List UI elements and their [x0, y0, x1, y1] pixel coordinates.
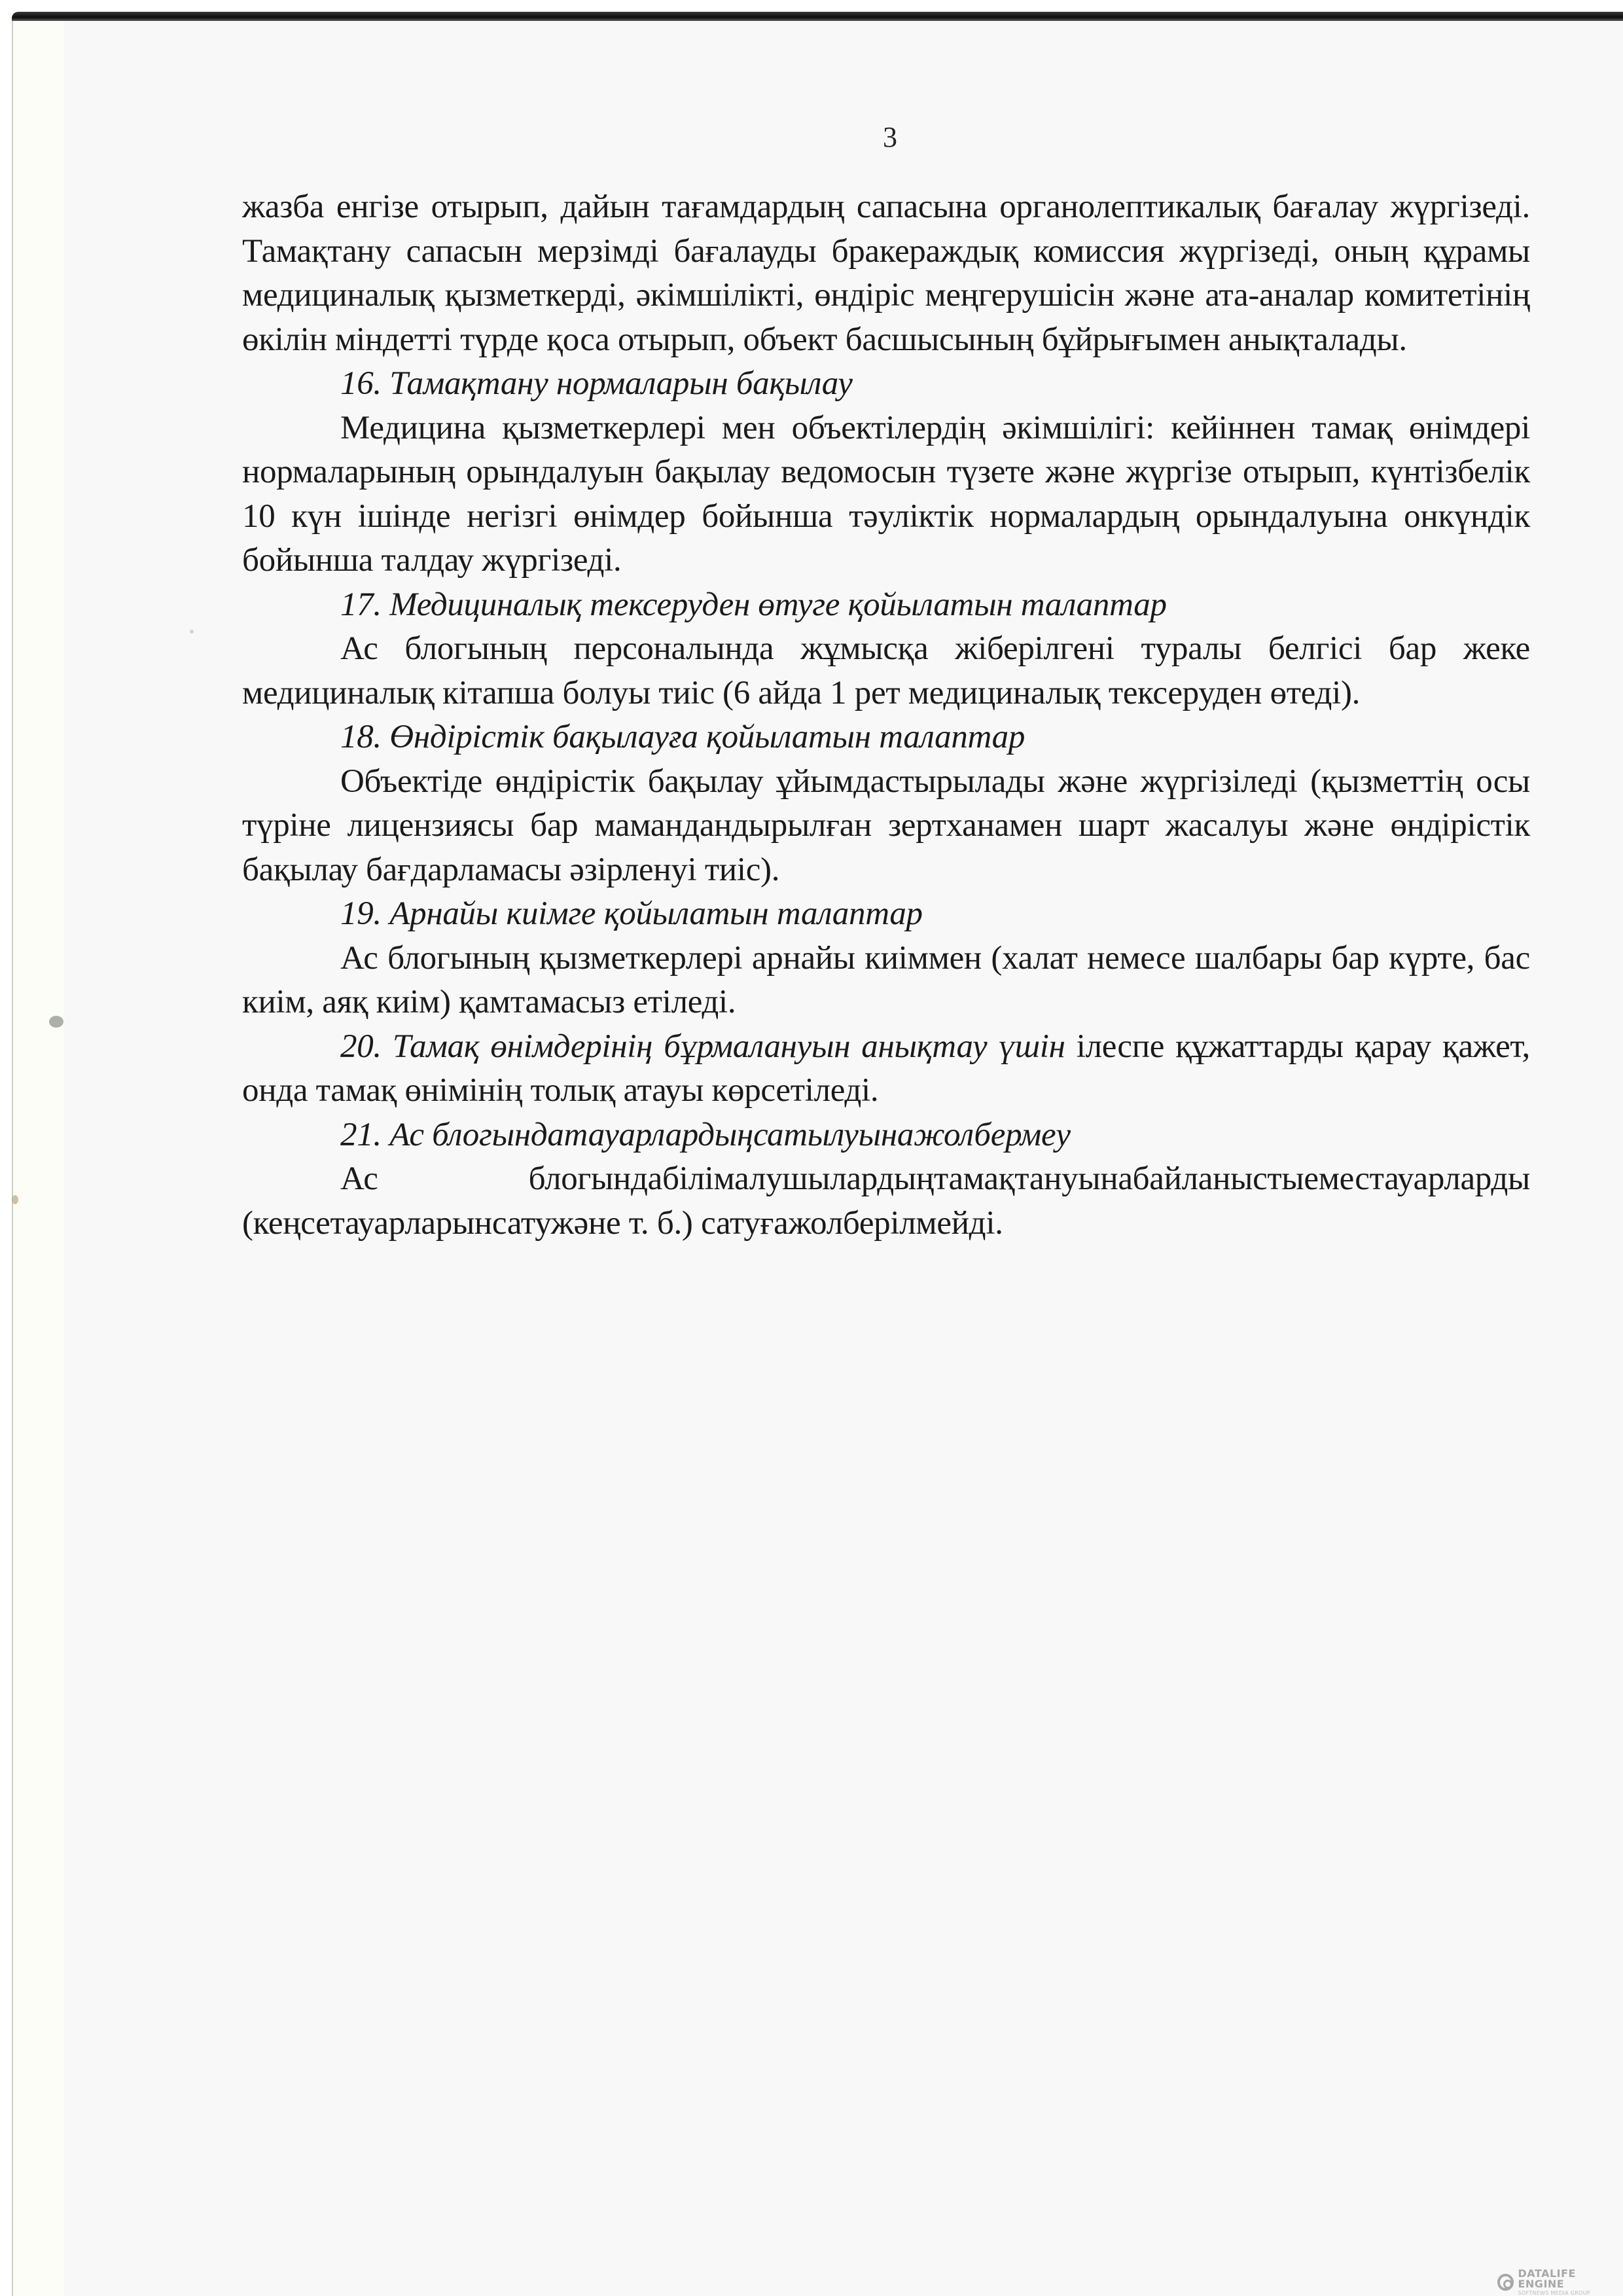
- section-heading-17: 17. Медициналық тексеруден өтуге қойылатын талаптар: [340, 586, 1167, 623]
- text-line: Медицина қызметкерлері мен объектілердің әкімшілігі: кейіннен тамақ: [340, 409, 1393, 446]
- text-line: жүргізеді. Тамақтану сапасын мерзімді бағалауды бракераждық комиссия: [242, 188, 1530, 270]
- scanner-left-margin: [12, 21, 65, 2296]
- text-line: меңгерушісін және ата-аналар комитетінің өкілін міндетті түрде қоса отырып,: [242, 277, 1531, 358]
- section-heading-16: 16. Тамақтану нормаларын бақылау: [340, 365, 853, 402]
- paragraph-intro-continuation: [242, 185, 1530, 362]
- scan-speck: [190, 630, 194, 634]
- paragraph-18: [242, 760, 1530, 893]
- text-line: Объектіде өндірістік бақылау ұйымдастырылады және жүргізіледі: [340, 762, 1298, 800]
- paragraph-16: [242, 406, 1530, 583]
- paragraph-17: [242, 627, 1530, 715]
- section-heading-20: 20. Тамақ өнімдерінің бұрмалануын анықтау үшін: [340, 1028, 1065, 1065]
- watermark-text: [1518, 2269, 1623, 2296]
- datalife-engine-logo-icon: [1497, 2274, 1514, 2291]
- section-heading-19: 19. Арнайы киімге қойылатын талаптар: [340, 895, 923, 932]
- text-line: (қызметтің осы түріне лицензиясы бар мамандандырылған зертханамен шарт: [242, 762, 1531, 844]
- text-line: Ас блогының қызметкерлері арнайы киіммен (халат немесе шалбары бар: [340, 939, 1380, 977]
- watermark-subtitle: SOFTNEWS MEDIA GROUP: [1518, 2290, 1591, 2296]
- scan-speck: [49, 1016, 63, 1028]
- section-heading-21: 21. Ас блогындатауарлардыңсатылуынажолбермеу: [340, 1116, 1071, 1153]
- watermark-title: DATALIFE ENGINE: [1518, 2267, 1576, 2290]
- document-body: [242, 185, 1530, 1246]
- section-heading-18: 18. Өндірістік бақылауға қойылатын талаптар: [340, 719, 1026, 755]
- paragraph-21: [242, 1157, 1530, 1246]
- text-line: күрте, бас киім, аяқ киім) қамтамасыз етіледі.: [242, 939, 1530, 1020]
- watermark: [1497, 2269, 1623, 2296]
- text-line: ілеспе құжаттарды: [1076, 1028, 1344, 1065]
- text-line: Ас блогының персоналында жұмысқа жіберілгені туралы белгісі бар жеке: [340, 630, 1530, 667]
- scanner-top-edge: [12, 12, 1623, 21]
- text-line: жүргізеді, оның құрамы медициналық қызметкерді, әкімшілікті, өндіріс: [242, 232, 1531, 314]
- text-line: жасалуы және өндірістік бақылау бағдарламасы әзірленуі тиіс).: [242, 807, 1531, 888]
- text-line: отырып, күнтізбелік 10 күн ішінде негізгі өнімдер бойынша тәуліктік: [242, 454, 1530, 535]
- page-number: 3: [883, 121, 897, 153]
- paragraph-19: [242, 937, 1530, 1025]
- text-line: нормалардың орындалуына онкүндік бойынша талдау жүргізеді.: [242, 497, 1530, 579]
- text-line: объект басшысының бұйрығымен анықталады.: [743, 321, 1407, 358]
- text-line: (кеңсетауарларынсатужәне т. б.) сатуғажолберілмейді.: [242, 1204, 1003, 1242]
- text-line: медициналық кітапша болуы тиіс (6 айда 1 рет медициналық тексеруден өтеді).: [242, 674, 1361, 711]
- text-line: өнімдері нормаларының орындалуын бақылау ведомосын түзете және жүргізе: [242, 409, 1530, 490]
- text-line: Ас блогындабілімалушылардыңтамақтануынабайланыстыеместауарларды: [340, 1160, 1530, 1197]
- text-line: жазба енгізе отырып, дайын тағамдардың сапасына органолептикалық бағалау: [242, 188, 1378, 225]
- scan-speck: [12, 1195, 18, 1204]
- text-line: қарау қажет, онда тамақ өнімінің толық атауы көрсетіледі.: [242, 1028, 1531, 1109]
- paragraph-20: [242, 1025, 1530, 1113]
